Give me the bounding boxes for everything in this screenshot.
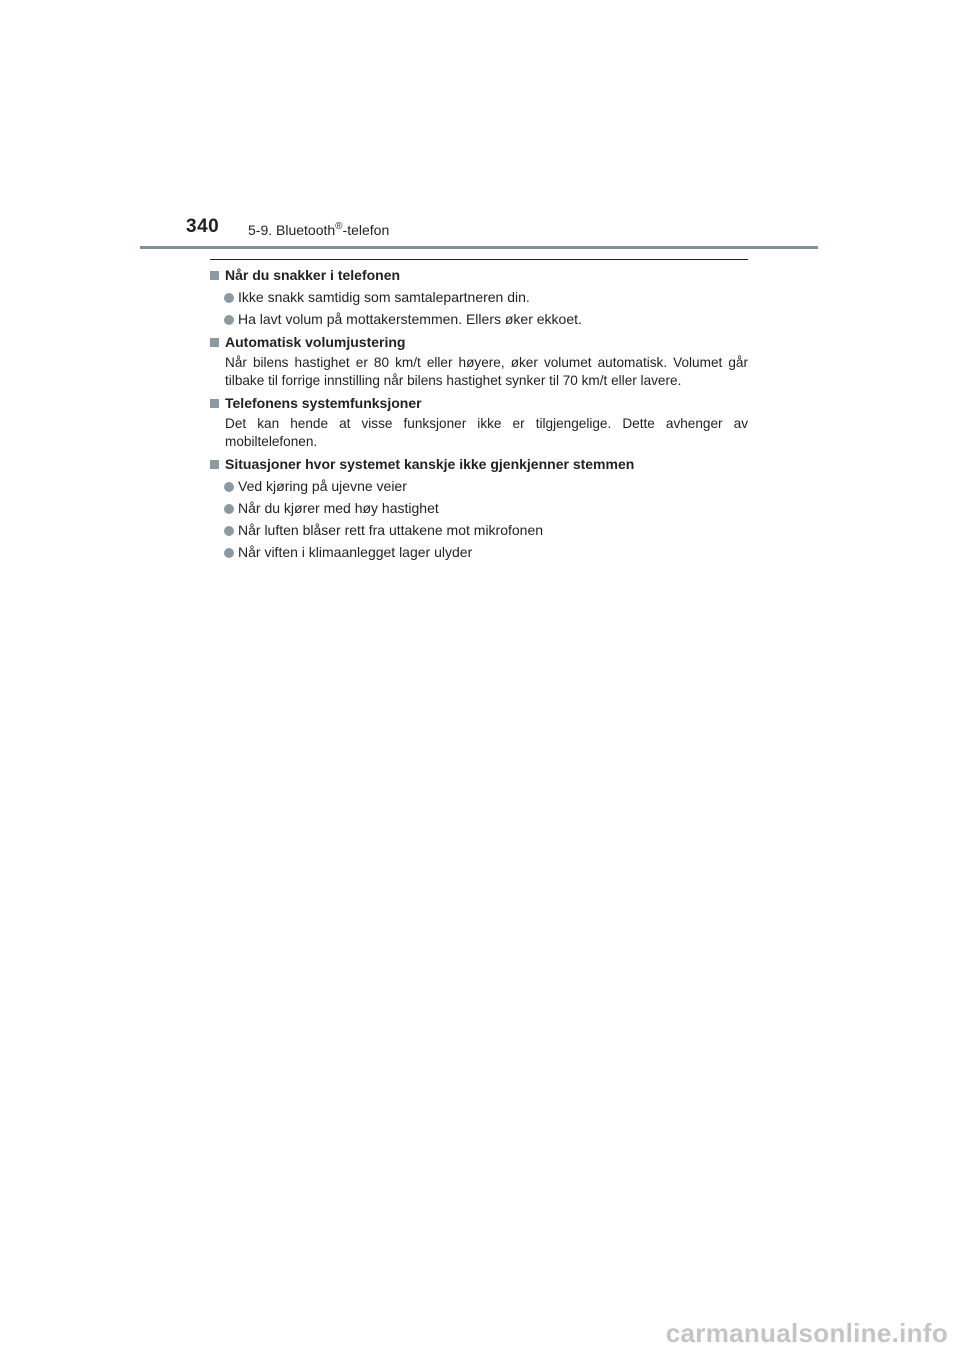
round-bullet-icon <box>224 548 234 558</box>
square-bullet-icon <box>210 460 219 469</box>
list-item-text: Når viften i klimaanlegget lager ulyder <box>238 544 473 560</box>
subheading <box>210 455 748 474</box>
list-item <box>210 288 748 307</box>
paragraph: Det kan hende at visse funksjoner ikke er tilgjengelige. Dette avhenger av mobiltelefonen. <box>225 416 748 449</box>
subheading-text: Automatisk volumjustering <box>225 334 406 350</box>
page-number: 340 <box>186 216 220 237</box>
section-title <box>248 221 389 238</box>
subheading <box>210 266 748 285</box>
paragraph: Når bilens hastighet er 80 km/t eller høyere, øker volumet automatisk. Volumet går tilbake til forrige innstilling når bilens hastighet synker til 70 km/t eller lavere. <box>225 355 748 388</box>
list-item-text: Ved kjøring på ujevne veier <box>238 478 407 494</box>
round-bullet-icon <box>224 526 234 536</box>
list-item-text: Når luften blåser rett fra uttakene mot mikrofonen <box>238 522 544 538</box>
round-bullet-icon <box>224 293 234 303</box>
subheading-text: Situasjoner hvor systemet kanskje ikke gjenkjenner stemmen <box>225 456 635 472</box>
section-title-suffix: -telefon <box>342 222 390 238</box>
round-bullet-icon <box>224 504 234 514</box>
round-bullet-icon <box>224 482 234 492</box>
subheading <box>210 394 748 413</box>
subheading-text: Telefonens systemfunksjoner <box>225 395 422 411</box>
registered-mark: ® <box>335 221 343 232</box>
round-bullet-icon <box>224 315 234 325</box>
list-item <box>210 310 748 329</box>
page-header <box>140 212 818 249</box>
list-item-text: Ikke snakk samtidig som samtalepartneren din. <box>238 289 530 305</box>
list-item-text: Ha lavt volum på mottakerstemmen. Ellers øker ekkoet. <box>238 311 582 327</box>
square-bullet-icon <box>210 338 219 347</box>
list-item <box>210 543 748 562</box>
list-item <box>210 477 748 496</box>
page-content <box>210 259 748 563</box>
subheading <box>210 333 748 352</box>
square-bullet-icon <box>210 271 219 280</box>
list-item-text: Når du kjører med høy hastighet <box>238 500 439 516</box>
list-item <box>210 499 748 518</box>
subheading-text: Når du snakker i telefonen <box>225 267 401 283</box>
watermark: carmanualsonline.info <box>665 1318 948 1348</box>
list-item <box>210 521 748 540</box>
square-bullet-icon <box>210 399 219 408</box>
section-title-prefix: 5-9. Bluetooth <box>248 222 336 238</box>
